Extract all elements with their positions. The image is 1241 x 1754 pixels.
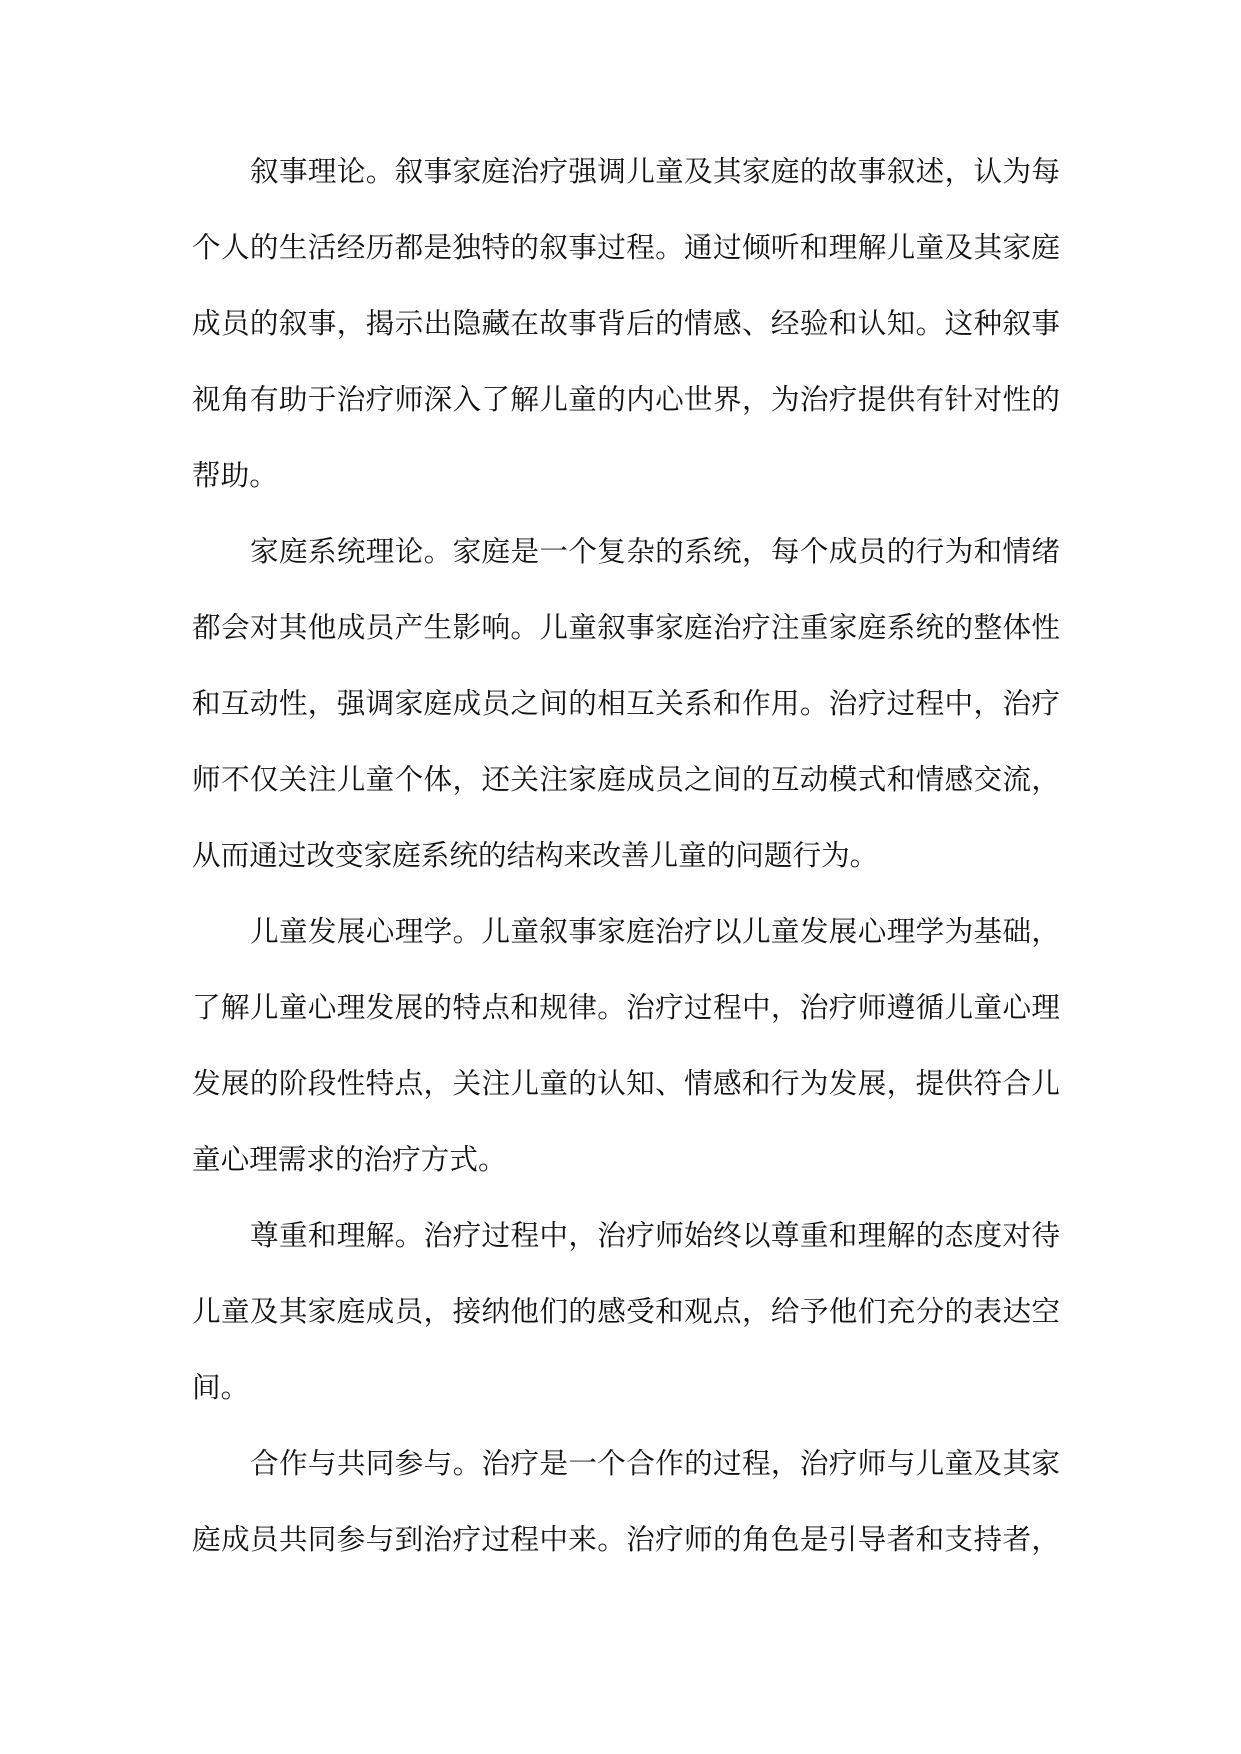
text-line: 个人的生活经历都是独特的叙事过程。通过倾听和理解儿童及其家庭 — [192, 230, 1060, 264]
paragraph — [192, 893, 1060, 1197]
text-line: 家庭系统理论。家庭是一个复杂的系统，每个成员的行为和情绪 — [250, 534, 1060, 568]
text-line: 从而通过改变家庭系统的结构来改善儿童的问题行为。 — [192, 838, 879, 872]
paragraph — [192, 133, 1060, 513]
text-line: 了解儿童心理发展的特点和规律。治疗过程中，治疗师遵循儿童心理 — [192, 990, 1060, 1024]
text-line: 儿童及其家庭成员，接纳他们的感受和观点，给予他们充分的表达空 — [192, 1294, 1060, 1328]
text-line: 发展的阶段性特点，关注儿童的认知、情感和行为发展，提供符合儿 — [192, 1066, 1060, 1100]
paragraph — [192, 1425, 1060, 1577]
text-line: 间。 — [192, 1370, 250, 1404]
text-line: 尊重和理解。治疗过程中，治疗师始终以尊重和理解的态度对待 — [250, 1218, 1060, 1252]
text-line: 帮助。 — [192, 458, 278, 492]
text-line: 儿童发展心理学。儿童叙事家庭治疗以儿童发展心理学为基础， — [250, 914, 1060, 948]
paragraph — [192, 513, 1060, 893]
text-line: 师不仅关注儿童个体，还关注家庭成员之间的互动模式和情感交流， — [192, 762, 1060, 796]
text-line: 和互动性，强调家庭成员之间的相互关系和作用。治疗过程中，治疗 — [192, 686, 1060, 720]
text-line: 叙事理论。叙事家庭治疗强调儿童及其家庭的故事叙述，认为每 — [250, 154, 1060, 188]
text-line: 都会对其他成员产生影响。儿童叙事家庭治疗注重家庭系统的整体性 — [192, 610, 1060, 644]
text-line: 成员的叙事，揭示出隐藏在故事背后的情感、经验和认知。这种叙事 — [192, 306, 1060, 340]
text-line: 庭成员共同参与到治疗过程中来。治疗师的角色是引导者和支持者， — [192, 1522, 1060, 1556]
text-line: 童心理需求的治疗方式。 — [192, 1142, 507, 1176]
paragraph — [192, 1197, 1060, 1425]
document-body — [192, 133, 1060, 1577]
text-line: 视角有助于治疗师深入了解儿童的内心世界，为治疗提供有针对性的 — [192, 382, 1060, 416]
text-line: 合作与共同参与。治疗是一个合作的过程，治疗师与儿童及其家 — [250, 1446, 1060, 1480]
